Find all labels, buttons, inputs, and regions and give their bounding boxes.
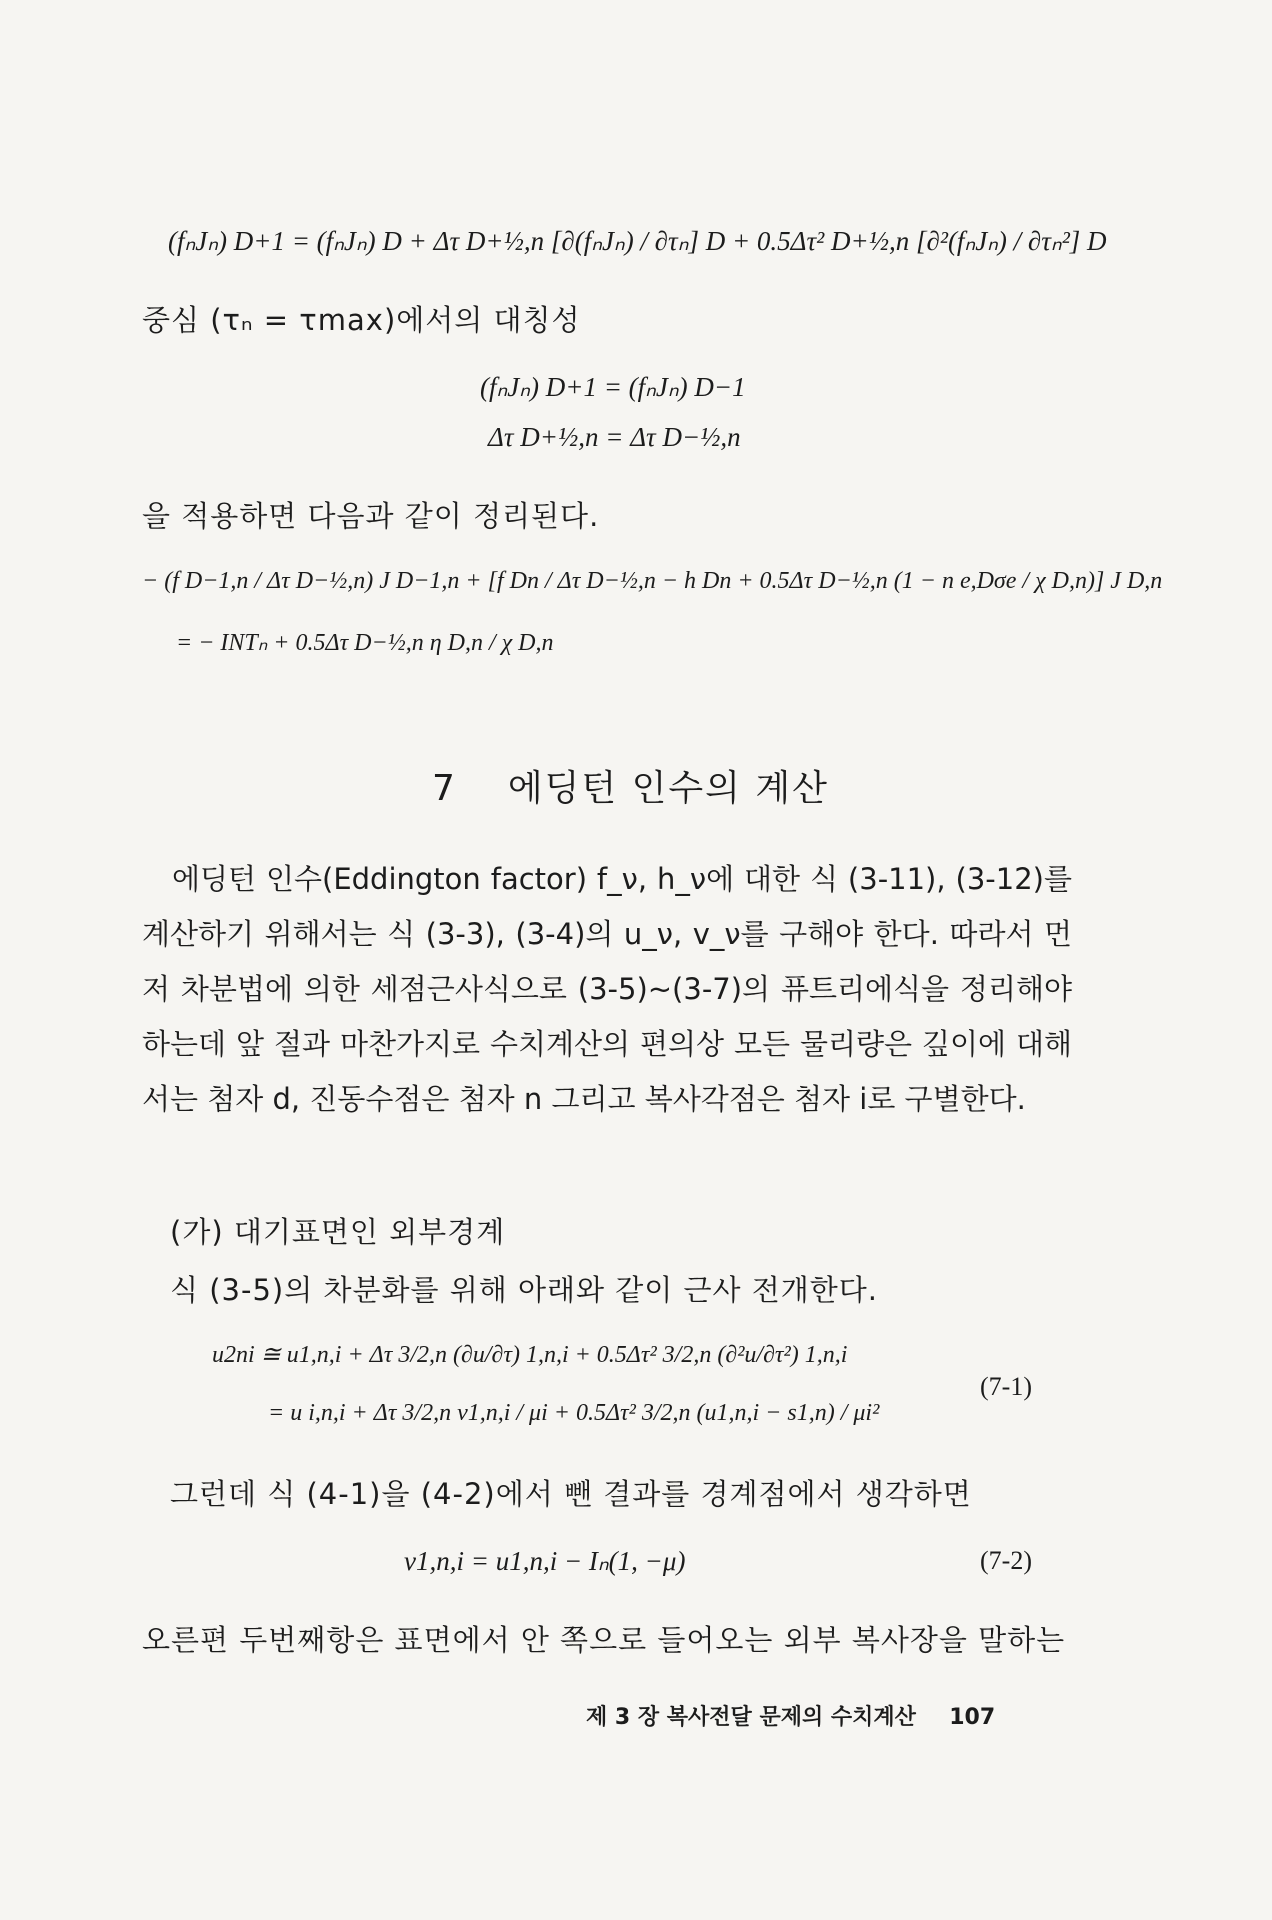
equation-7-1-line-2: = u i,n,i + Δτ 3/2,n v1,n,i / μi + 0.5Δτ² 3/2,n (u1,n,i − s1,n) / μi² — [268, 1400, 880, 1426]
section-number: 7 — [432, 768, 457, 809]
symmetry-equation-1: (fₙJₙ) D+1 = (fₙJₙ) D−1 — [480, 372, 746, 402]
subsection-text: 식 (3-5)의 차분화를 위해 아래와 같이 근사 전개한다. — [170, 1273, 879, 1307]
equation-number-7-1: (7-1) — [980, 1372, 1032, 1401]
page-footer — [586, 1700, 995, 1731]
section-heading — [432, 760, 829, 811]
long-equation-line-1: − (f D−1,n / Δτ D−½,n) J D−1,n + [f Dn / Δτ D−½,n − h Dn + 0.5Δτ D−½,n (1 − n e,Dσe / χ D,n)] J D,n — [142, 568, 1163, 594]
intro-paragraph: 에딩턴 인수(Eddington factor) f_ν, h_ν에 대한 식 (3-11), (3-12)를 계산하기 위해서는 식 (3-3), (3-4)의 u_ν, v_ν를 구해야 한다. 따라서 먼저 차분법에 의한 세점근사식으로 (3-5)~(3-7)의 퓨트리에식을 정리해야 하는데 앞 절과 마찬가지로 수치계산의 편의상 모든 물리량은 깊이에 대해서는 첨자 d, 진동수점은 첨자 n 그리고 복사각점은 첨자 i로 구별한다. — [142, 862, 1072, 1116]
center-symmetry-label: 중심 (τₙ = τmax)에서의 대칭성 — [142, 303, 581, 337]
last-line-text: 오른편 두번째항은 표면에서 안 쪽으로 들어오는 외부 복사장을 말하는 — [142, 1623, 1066, 1657]
equation-7-2: v1,n,i = u1,n,i − Iₙ(1, −μ) — [404, 1546, 686, 1576]
equation-top: (fₙJₙ) D+1 = (fₙJₙ) D + Δτ D+½,n [∂(fₙJₙ) / ∂τₙ] D + 0.5Δτ² D+½,n [∂²(fₙJₙ) / ∂τₙ²] D — [168, 226, 1107, 256]
equation-7-1-line-1: u2ni ≅ u1,n,i + Δτ 3/2,n (∂u/∂τ) 1,n,i + 0.5Δτ² 3/2,n (∂²u/∂τ²) 1,n,i — [212, 1342, 848, 1368]
apply-text: 을 적용하면 다음과 같이 정리된다. — [142, 499, 600, 533]
long-equation-line-2: = − INTₙ + 0.5Δτ D−½,n η D,n / χ D,n — [176, 630, 554, 656]
footer-chapter: 제 3 장 복사전달 문제의 수치계산 — [586, 1705, 916, 1730]
middle-text: 그런데 식 (4-1)을 (4-2)에서 뺀 결과를 경계점에서 생각하면 — [170, 1477, 972, 1511]
symmetry-equation-2: Δτ D+½,n = Δτ D−½,n — [488, 422, 741, 452]
subsection-title: (가) 대기표면인 외부경계 — [170, 1215, 506, 1249]
page-number: 107 — [949, 1705, 996, 1730]
equation-number-7-2: (7-2) — [980, 1546, 1032, 1575]
section-title: 에딩턴 인수의 계산 — [507, 768, 829, 809]
